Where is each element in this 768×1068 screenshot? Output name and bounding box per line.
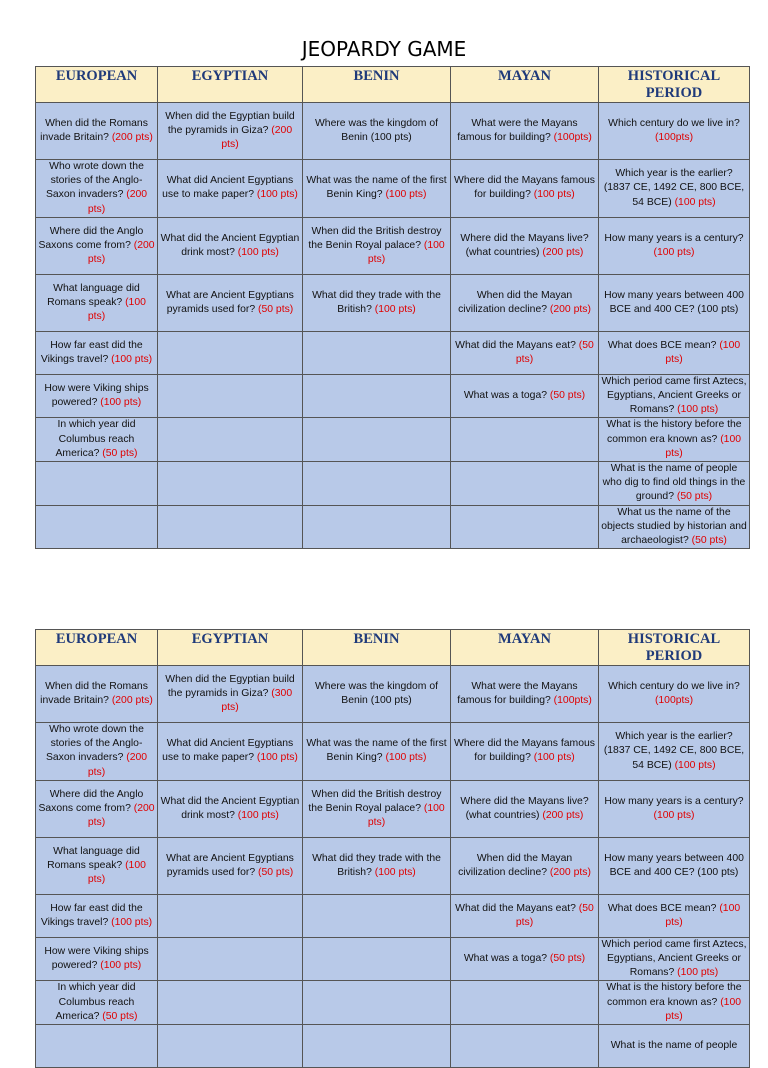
points-label: (100 pts) [674, 196, 716, 208]
table-row [36, 666, 750, 723]
points-label: (100 pts) [237, 246, 279, 258]
question-text: What language did Romans speak? [47, 845, 140, 871]
question-cell-egyptian [158, 374, 303, 418]
question-cell-benin [303, 723, 451, 781]
question-cell-historical-period [599, 160, 750, 218]
points-label: (50 pts) [515, 339, 594, 365]
question-cell-mayan [451, 837, 599, 894]
points-label: (300 pts) [221, 687, 293, 714]
header-row [36, 630, 750, 666]
jeopardy-board-2 [35, 629, 750, 1068]
question-cell-egyptian [158, 894, 303, 937]
question-text: What does BCE mean? [607, 339, 717, 351]
question-text: How many years is a century? [604, 232, 744, 244]
question-cell-mayan [451, 418, 599, 462]
table-row [36, 331, 750, 374]
question-text: What are Ancient Egyptians pyramids used for? [166, 289, 294, 315]
question-cell-historical-period [599, 666, 750, 723]
question-text: Which year is the earlier? (1837 CE, 1492 CE, 800 BCE, 54 BCE) [603, 731, 745, 771]
question-cell-mayan [451, 274, 599, 331]
question-text: What is the name of people who dig to find old things in the ground? [602, 463, 746, 503]
question-cell-european [36, 217, 158, 274]
question-cell-mayan [451, 160, 599, 218]
question-cell-european [36, 331, 158, 374]
points-label: (100 pts) [665, 996, 741, 1022]
points-label: (200 pts) [542, 809, 584, 821]
question-cell-historical-period [599, 937, 750, 981]
question-cell-historical-period [599, 418, 750, 462]
points-label: (100 pts) [665, 339, 741, 365]
question-cell-egyptian [158, 981, 303, 1025]
points-label: (100pts) [654, 132, 694, 143]
points-label: (100 pts) [665, 433, 741, 459]
question-cell-historical-period [599, 217, 750, 274]
header-historical-period: HISTORICAL PERIOD [599, 630, 750, 666]
points-label: (200 pts) [87, 189, 148, 215]
question-cell-historical-period [599, 462, 750, 506]
question-cell-european [36, 666, 158, 723]
question-text: What was a toga? [463, 953, 548, 965]
question-cell-historical-period [599, 894, 750, 937]
question-cell-egyptian [158, 723, 303, 781]
table-row [36, 462, 750, 506]
question-text: What is the history before the common era known as? [606, 982, 742, 1008]
points-label: (50 pts) [258, 866, 294, 878]
header-egyptian: EGYPTIAN [158, 630, 303, 666]
question-text: What was the name of the first Benin King? [306, 738, 447, 764]
points-label: (200 pts) [549, 866, 591, 878]
question-text: What did Ancient Egyptians use to make paper? [162, 175, 294, 201]
question-cell-egyptian [158, 418, 303, 462]
question-text: How many years between 400 BCE and 400 CE? (100 pts) [604, 852, 744, 878]
question-cell-mayan [451, 217, 599, 274]
question-cell-benin [303, 505, 451, 549]
question-cell-european [36, 1025, 158, 1068]
question-text: What did they trade with the British? [312, 289, 441, 315]
header-mayan: MAYAN [451, 67, 599, 103]
question-text: What are Ancient Egyptians pyramids used for? [166, 852, 294, 878]
question-text: When did the Mayan civilization decline? [458, 289, 573, 315]
points-label: (50 pts) [676, 491, 713, 503]
question-cell-benin [303, 103, 451, 160]
header-european: EUROPEAN [36, 67, 158, 103]
question-text: Who wrote down the stories of the Anglo-Saxon invaders? [45, 161, 144, 201]
question-cell-mayan [451, 505, 599, 549]
question-cell-european [36, 837, 158, 894]
question-text: Which year is the earlier? (1837 CE, 1492 CE, 800 BCE, 54 BCE) [603, 168, 745, 208]
header-european: EUROPEAN [36, 630, 158, 666]
question-text: When did the Mayan civilization decline? [458, 852, 573, 878]
points-label: (200 pts) [111, 695, 153, 706]
question-text: How many years between 400 BCE and 400 CE? (100 pts) [604, 289, 744, 315]
question-cell-egyptian [158, 937, 303, 981]
question-cell-benin [303, 837, 451, 894]
question-cell-european [36, 103, 158, 160]
table-row [36, 374, 750, 418]
question-cell-historical-period [599, 374, 750, 418]
question-cell-mayan [451, 1025, 599, 1068]
question-text: When did the Egyptian build the pyramids in Giza? [165, 110, 295, 136]
points-label: (100 pts) [674, 759, 716, 771]
question-text: When did the Romans invade Britain? [40, 680, 148, 706]
points-label: (100 pts) [256, 752, 298, 764]
question-cell-mayan [451, 666, 599, 723]
question-text: Which century do we live in? [608, 117, 740, 129]
question-cell-european [36, 374, 158, 418]
question-cell-historical-period [599, 274, 750, 331]
question-text: What did Ancient Egyptians use to make paper? [162, 738, 294, 764]
question-cell-benin [303, 462, 451, 506]
table-row [36, 937, 750, 981]
question-cell-egyptian [158, 780, 303, 837]
question-text: What were the Mayans famous for building? [457, 117, 578, 143]
points-label: (100 pts) [237, 809, 279, 821]
question-cell-european [36, 505, 158, 549]
points-label: (100 pts) [256, 189, 298, 201]
question-cell-mayan [451, 894, 599, 937]
question-text: Who wrote down the stories of the Anglo-Saxon invaders? [45, 724, 144, 764]
question-cell-mayan [451, 103, 599, 160]
header-historical-period: HISTORICAL PERIOD [599, 67, 750, 103]
question-cell-benin [303, 666, 451, 723]
question-cell-historical-period [599, 723, 750, 781]
question-text: Where was the kingdom of Benin (100 pts) [314, 680, 438, 706]
question-text: What did the Mayans eat? [455, 902, 576, 914]
question-text: Where did the Mayans famous for building? [454, 175, 595, 201]
question-text: Where did the Mayans famous for building? [454, 738, 595, 764]
jeopardy-board-1 [35, 66, 750, 549]
table-row [36, 1025, 750, 1068]
points-label: (100 pts) [653, 246, 695, 258]
question-cell-historical-period [599, 103, 750, 160]
question-cell-european [36, 462, 158, 506]
question-cell-historical-period [599, 1025, 750, 1068]
question-cell-egyptian [158, 103, 303, 160]
question-text: When did the British destroy the Benin Royal palace? [308, 225, 442, 251]
points-label: (50 pts) [102, 447, 138, 459]
question-cell-european [36, 160, 158, 218]
points-label: (50 pts) [102, 1010, 138, 1022]
question-text: Where did the Anglo Saxons come from? [38, 225, 144, 251]
question-cell-historical-period [599, 837, 750, 894]
table-row [36, 981, 750, 1025]
question-cell-historical-period [599, 981, 750, 1025]
points-label: (200 pts) [111, 132, 153, 143]
points-label: (100 pts) [385, 189, 427, 201]
question-text: What were the Mayans famous for building? [457, 680, 578, 706]
points-label: (100 pts) [367, 239, 445, 265]
question-cell-mayan [451, 937, 599, 981]
question-text: Where did the Mayans live? (what countries) [460, 232, 589, 258]
points-label: (100 pts) [111, 353, 153, 365]
question-cell-benin [303, 331, 451, 374]
question-cell-benin [303, 374, 451, 418]
question-cell-egyptian [158, 837, 303, 894]
question-text: How were Viking ships powered? [44, 382, 149, 409]
question-cell-european [36, 780, 158, 837]
question-text: What does BCE mean? [607, 902, 717, 914]
question-text: What did they trade with the British? [312, 852, 441, 878]
question-cell-mayan [451, 780, 599, 837]
points-label: (200 pts) [87, 239, 155, 265]
question-cell-benin [303, 981, 451, 1025]
question-text: What us the name of the objects studied by historian and archaeologist? [601, 506, 747, 547]
question-cell-mayan [451, 981, 599, 1025]
points-label: (100 pts) [653, 809, 695, 821]
question-cell-european [36, 418, 158, 462]
table-row [36, 274, 750, 331]
points-label: (100 pts) [677, 967, 719, 979]
question-cell-egyptian [158, 331, 303, 374]
question-cell-historical-period [599, 505, 750, 549]
question-cell-mayan [451, 723, 599, 781]
points-label: (100pts) [654, 695, 694, 706]
question-cell-benin [303, 894, 451, 937]
question-cell-mayan [451, 462, 599, 506]
question-cell-benin [303, 937, 451, 981]
table-row [36, 160, 750, 218]
question-cell-historical-period [599, 331, 750, 374]
question-cell-egyptian [158, 217, 303, 274]
question-cell-benin [303, 418, 451, 462]
question-cell-mayan [451, 331, 599, 374]
points-label: (100 pts) [533, 752, 575, 764]
points-label: (50 pts) [691, 535, 727, 547]
question-text: Which period came first Aztecs, Egyptians, Ancient Greeks or Romans? [601, 938, 747, 979]
page-title: JEOPARDY GAME [301, 37, 467, 61]
question-cell-european [36, 937, 158, 981]
question-cell-benin [303, 217, 451, 274]
points-label: (200 pts) [549, 303, 591, 315]
points-label: (100 pts) [111, 916, 153, 928]
question-text: What did the Ancient Egyptian drink most? [160, 232, 300, 258]
header-mayan: MAYAN [451, 630, 599, 666]
points-label: (100 pts) [100, 960, 142, 972]
question-cell-benin [303, 1025, 451, 1068]
points-label: (100 pts) [367, 802, 445, 828]
question-cell-european [36, 894, 158, 937]
question-text: Which century do we live in? [608, 680, 740, 692]
question-text: What did the Ancient Egyptian drink most? [160, 795, 300, 821]
question-text: What language did Romans speak? [47, 282, 140, 308]
question-cell-mayan [451, 374, 599, 418]
question-cell-benin [303, 780, 451, 837]
question-text: What is the name of people [610, 1039, 738, 1051]
table-row [36, 418, 750, 462]
table-row [36, 723, 750, 781]
points-label: (50 pts) [549, 390, 586, 402]
table-row [36, 780, 750, 837]
points-label: (100pts) [553, 132, 592, 143]
header-egyptian: EGYPTIAN [158, 67, 303, 103]
question-text: In which year did Columbus reach America? [55, 419, 136, 459]
question-cell-egyptian [158, 666, 303, 723]
question-cell-historical-period [599, 780, 750, 837]
points-label: (100 pts) [677, 404, 719, 416]
points-label: (100 pts) [87, 859, 146, 885]
table-row [36, 217, 750, 274]
points-label: (100 pts) [533, 189, 575, 201]
question-text: What is the history before the common era known as? [606, 419, 742, 445]
points-label: (100 pts) [385, 752, 427, 764]
points-label: (100 pts) [87, 296, 146, 322]
question-text: When did the Romans invade Britain? [40, 117, 148, 143]
table-row [36, 505, 750, 549]
points-label: (200 pts) [221, 124, 293, 151]
question-cell-benin [303, 160, 451, 218]
question-text: How far east did the Vikings travel? [40, 339, 143, 365]
question-text: In which year did Columbus reach America? [55, 982, 136, 1022]
question-text: Where did the Mayans live? (what countries) [460, 795, 589, 821]
question-cell-european [36, 274, 158, 331]
question-text: Where did the Anglo Saxons come from? [38, 788, 144, 814]
question-cell-egyptian [158, 160, 303, 218]
points-label: (50 pts) [515, 902, 594, 928]
points-label: (100 pts) [374, 866, 416, 878]
table-row [36, 103, 750, 160]
points-label: (100 pts) [100, 397, 142, 409]
question-cell-egyptian [158, 1025, 303, 1068]
table-row [36, 837, 750, 894]
question-text: Which period came first Aztecs, Egyptians, Ancient Greeks or Romans? [601, 375, 747, 416]
question-text: What did the Mayans eat? [455, 339, 576, 351]
header-benin: BENIN [303, 67, 451, 103]
points-label: (200 pts) [87, 802, 155, 828]
header-benin: BENIN [303, 630, 451, 666]
question-text: When did the British destroy the Benin Royal palace? [308, 788, 442, 814]
points-label: (200 pts) [87, 752, 148, 778]
question-text: Where was the kingdom of Benin (100 pts) [314, 117, 438, 143]
points-label: (200 pts) [542, 246, 584, 258]
question-cell-european [36, 981, 158, 1025]
question-cell-benin [303, 274, 451, 331]
points-label: (100 pts) [665, 902, 741, 928]
points-label: (50 pts) [549, 953, 586, 965]
table-row [36, 894, 750, 937]
header-row [36, 67, 750, 103]
question-cell-egyptian [158, 274, 303, 331]
question-text: What was a toga? [463, 390, 548, 402]
question-text: When did the Egyptian build the pyramids in Giza? [165, 673, 295, 699]
points-label: (100pts) [553, 695, 592, 706]
question-text: What was the name of the first Benin King? [306, 175, 447, 201]
question-cell-egyptian [158, 505, 303, 549]
question-text: How many years is a century? [604, 795, 744, 807]
question-text: How were Viking ships powered? [44, 945, 149, 972]
question-cell-european [36, 723, 158, 781]
question-cell-egyptian [158, 462, 303, 506]
points-label: (50 pts) [258, 303, 294, 315]
question-text: How far east did the Vikings travel? [40, 902, 143, 928]
points-label: (100 pts) [374, 303, 416, 315]
